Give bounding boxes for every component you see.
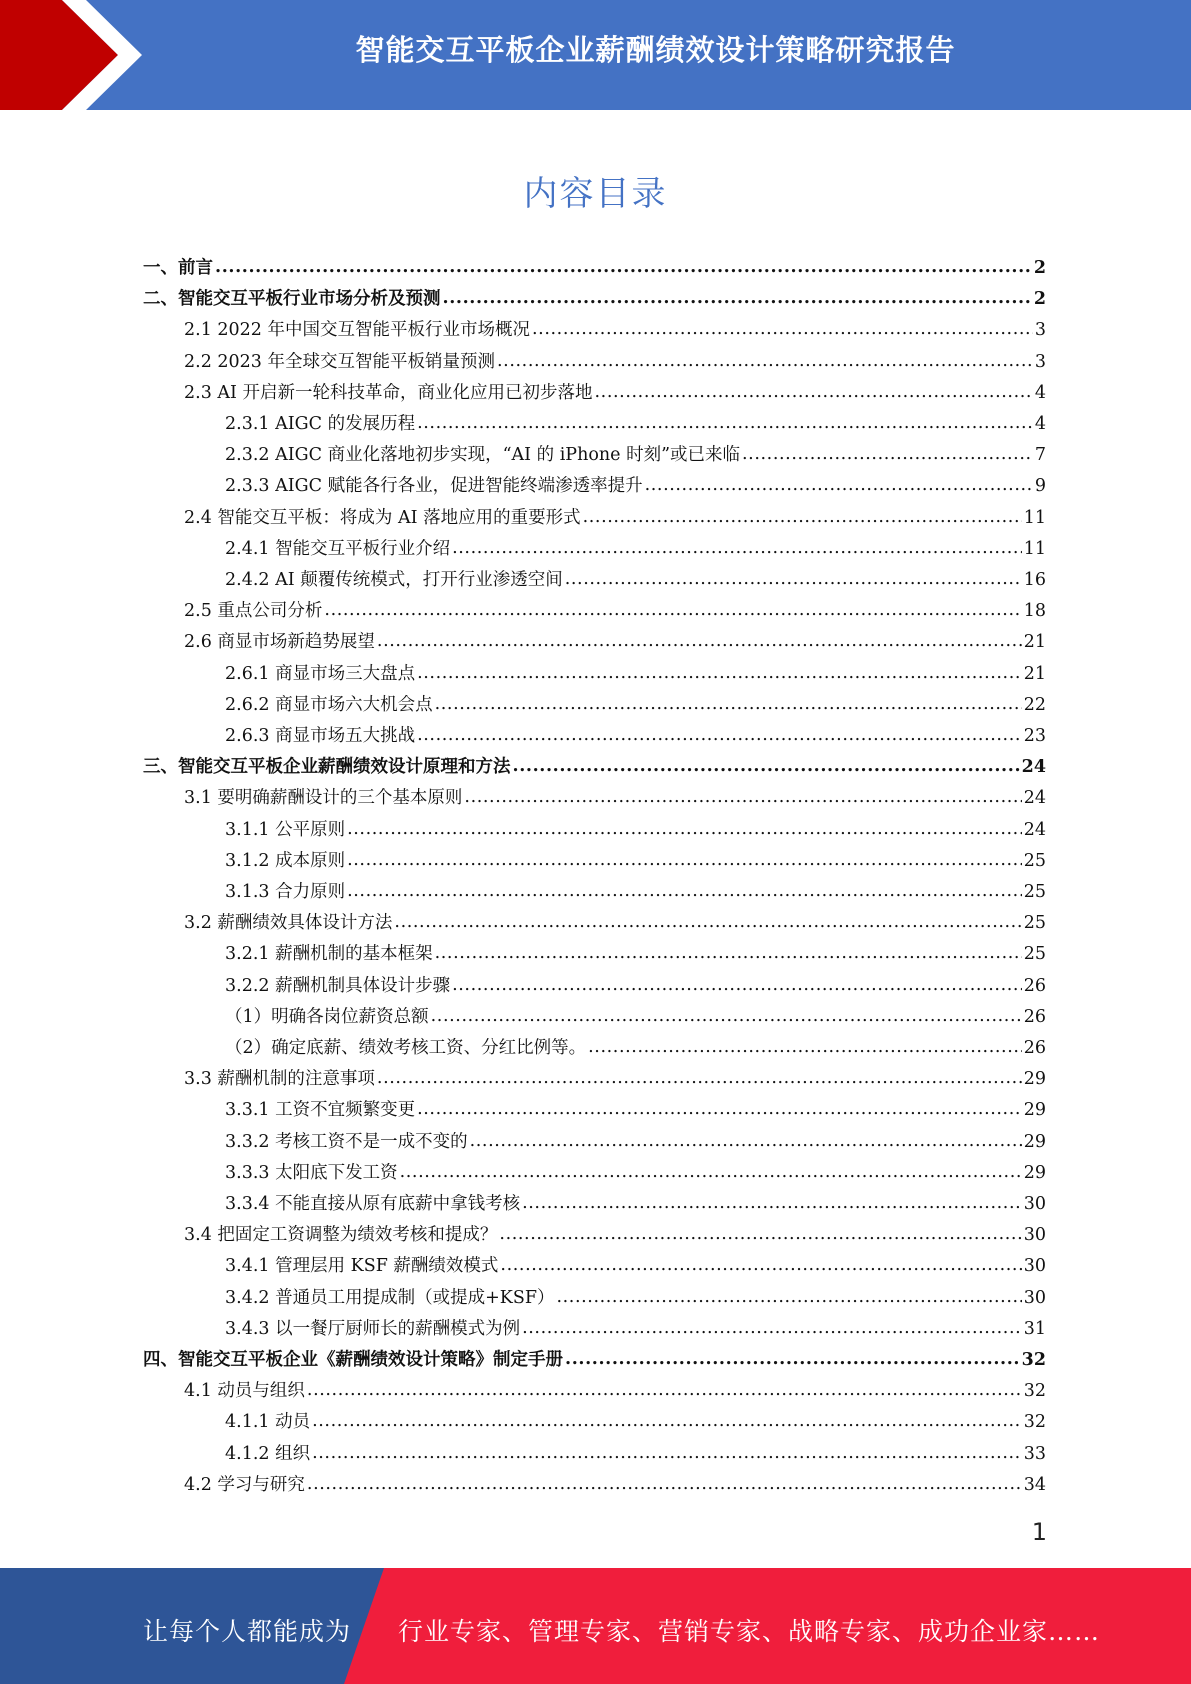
toc-entry[interactable] — [225, 471, 1046, 502]
toc-dot-leader — [497, 346, 1033, 377]
toc-dot-leader — [307, 1375, 1022, 1406]
toc-entry-label: 3.4 把固定工资调整为绩效考核和提成？ — [184, 1225, 498, 1245]
toc-entry[interactable] — [225, 1251, 1046, 1282]
toc-entry-page: 2 — [1033, 258, 1046, 278]
toc-dot-leader — [443, 283, 1032, 314]
toc-dot-leader — [347, 814, 1022, 845]
toc-entry[interactable] — [184, 627, 1046, 658]
toc-entry-page: 21 — [1023, 632, 1046, 652]
toc-entry-label: 4.1.1 动员 — [225, 1412, 311, 1432]
toc-entry[interactable] — [225, 565, 1046, 596]
toc-entry-page: 33 — [1023, 1444, 1046, 1464]
toc-entry[interactable] — [143, 253, 1046, 284]
toc-dot-leader — [307, 1469, 1022, 1500]
toc-entry[interactable] — [225, 1407, 1046, 1438]
toc-entry-label: 3.2 薪酬绩效具体设计方法 — [184, 913, 393, 933]
toc-entry[interactable] — [225, 1158, 1046, 1189]
toc-entry-label: 二、智能交互平板行业市场分析及预测 — [143, 289, 441, 309]
report-title: 智能交互平板企业薪酬绩效设计策略研究报告 — [355, 33, 956, 67]
toc-dot-leader — [565, 1344, 1020, 1375]
toc-dot-leader — [522, 1188, 1022, 1219]
footer-slogan-right: 行业专家、管理专家、营销专家、战略专家、成功企业家…… — [398, 1617, 1101, 1646]
toc-entry-page: 7 — [1034, 445, 1046, 465]
toc-entry-page: 25 — [1023, 913, 1046, 933]
toc-entry-label: 4.1.2 组织 — [225, 1444, 311, 1464]
toc-entry[interactable] — [184, 783, 1046, 814]
toc-entry[interactable] — [225, 1439, 1046, 1470]
page-number: 1 — [1031, 1518, 1047, 1546]
toc-entry-page: 25 — [1023, 851, 1046, 871]
footer-slogan-left: 让每个人都能成为 — [143, 1617, 352, 1646]
toc-entry-label: 3.3.4 不能直接从原有底薪中拿钱考核 — [225, 1194, 521, 1214]
toc-entry-page: 32 — [1023, 1412, 1046, 1432]
toc-dot-leader — [324, 595, 1021, 626]
toc-entry-label: 3.1.1 公平原则 — [225, 820, 346, 840]
toc-entry[interactable] — [225, 1002, 1046, 1033]
header-band — [0, 0, 1191, 110]
toc-entry-page: 4 — [1034, 383, 1046, 403]
toc-entry-page: 22 — [1023, 695, 1046, 715]
toc-entry-label: 3.3.2 考核工资不是一成不变的 — [225, 1132, 468, 1152]
toc-entry-page: 29 — [1023, 1100, 1046, 1120]
toc-dot-leader — [470, 1126, 1022, 1157]
toc-dot-leader — [556, 1282, 1021, 1313]
toc-entry[interactable] — [184, 596, 1046, 627]
toc-entry-label: 3.4.2 普通员工用提成制（或提成+KSF） — [225, 1288, 555, 1308]
toc-entry-label: （2）确定底薪、绩效考核工资、分红比例等。 — [225, 1038, 587, 1058]
toc-entry[interactable] — [184, 1064, 1046, 1095]
toc-dot-leader — [583, 502, 1022, 533]
toc-entry[interactable] — [225, 815, 1046, 846]
toc-entry-label: 2.6.1 商显市场三大盘点 — [225, 664, 416, 684]
toc-entry-label: 2.3.2 AIGC 商业化落地初步实现，“AI 的 iPhone 时刻”或已来临 — [225, 445, 741, 465]
toc-entry-label: 2.3 AI 开启新一轮科技革命，商业化应用已初步落地 — [184, 383, 593, 403]
footer-banner — [0, 1568, 1191, 1684]
toc-entry-page: 30 — [1023, 1225, 1046, 1245]
toc-entry[interactable] — [225, 846, 1046, 877]
toc-dot-leader — [565, 564, 1022, 595]
toc-entry-page: 21 — [1023, 664, 1046, 684]
toc-dot-leader — [595, 377, 1033, 408]
toc-entry-page: 26 — [1023, 1038, 1046, 1058]
toc-dot-leader — [500, 1250, 1021, 1281]
toc-entry-page: 29 — [1023, 1163, 1046, 1183]
toc-entry[interactable] — [184, 347, 1046, 378]
toc-entry[interactable] — [225, 659, 1046, 690]
toc-entry[interactable] — [225, 971, 1046, 1002]
toc-entry-page: 4 — [1034, 414, 1046, 434]
toc-dot-leader — [645, 470, 1033, 501]
toc-entry[interactable] — [184, 315, 1046, 346]
toc-entry-label: 3.3.1 工资不宜频繁变更 — [225, 1100, 416, 1120]
toc-entry[interactable] — [225, 409, 1046, 440]
toc-entry-label: 3.1.3 合力原则 — [225, 882, 346, 902]
toc-entry-page: 24 — [1023, 820, 1046, 840]
toc-dot-leader — [347, 876, 1022, 907]
toc-dot-leader — [464, 782, 1021, 813]
toc-entry[interactable] — [225, 1189, 1046, 1220]
toc-entry-page: 18 — [1023, 601, 1046, 621]
toc-entry-page: 30 — [1023, 1288, 1046, 1308]
toc-dot-leader — [452, 970, 1022, 1001]
toc-entry-page: 11 — [1023, 539, 1046, 559]
toc-dot-leader — [312, 1438, 1022, 1469]
toc-entry-page: 26 — [1023, 1007, 1046, 1027]
toc-entry[interactable] — [184, 908, 1046, 939]
toc-entry-page: 30 — [1023, 1194, 1046, 1214]
toc-entry[interactable] — [225, 440, 1046, 471]
toc-entry[interactable] — [225, 939, 1046, 970]
toc-entry[interactable] — [184, 503, 1046, 534]
toc-entry-page: 29 — [1023, 1132, 1046, 1152]
toc-dot-leader — [377, 1063, 1022, 1094]
toc-entry-page: 25 — [1023, 882, 1046, 902]
toc-dot-leader — [215, 252, 1032, 283]
toc-entry-page: 30 — [1023, 1256, 1046, 1276]
toc-entry[interactable] — [225, 1283, 1046, 1314]
toc-entry-page: 29 — [1023, 1069, 1046, 1089]
toc-entry-label: 2.6 商显市场新趋势展望 — [184, 632, 375, 652]
toc-dot-leader — [742, 439, 1033, 470]
toc-entry-label: 2.5 重点公司分析 — [184, 601, 323, 621]
toc-entry-page: 9 — [1034, 476, 1046, 496]
toc-dot-leader — [400, 1157, 1022, 1188]
toc-entry-label: 2.6.2 商显市场六大机会点 — [225, 695, 433, 715]
toc-entry[interactable] — [143, 752, 1046, 783]
toc-dot-leader — [435, 689, 1022, 720]
toc-entry-label: 3.2.1 薪酬机制的基本框架 — [225, 944, 433, 964]
toc-entry-label: 3.1 要明确薪酬设计的三个基本原则 — [184, 788, 463, 808]
toc-entry-page: 11 — [1023, 508, 1046, 528]
toc-dot-leader — [499, 1219, 1021, 1250]
toc-heading: 内容目录 — [523, 174, 668, 214]
toc-entry[interactable] — [184, 1220, 1046, 1251]
toc-entry[interactable] — [184, 1470, 1046, 1501]
toc-entry-label: 2.4.1 智能交互平板行业介绍 — [225, 539, 451, 559]
toc-dot-leader — [394, 907, 1021, 938]
toc-entry-label: 三、智能交互平板企业薪酬绩效设计原理和方法 — [143, 757, 511, 777]
toc-entry-label: 2.4.2 AI 颠覆传统模式，打开行业渗透空间 — [225, 570, 563, 590]
toc-entry-label: 4.1 动员与组织 — [184, 1381, 305, 1401]
toc-entry[interactable] — [225, 1033, 1046, 1064]
toc-entry-label: 3.3.3 太阳底下发工资 — [225, 1163, 398, 1183]
toc-entry-page: 26 — [1023, 976, 1046, 996]
toc-entry[interactable] — [143, 284, 1046, 315]
toc-entry-page: 32 — [1023, 1381, 1046, 1401]
toc-entry-label: 3.4.1 管理层用 KSF 薪酬绩效模式 — [225, 1256, 499, 1276]
toc-entry-page: 31 — [1023, 1319, 1046, 1339]
toc-entry-page: 3 — [1034, 320, 1046, 340]
toc-dot-leader — [417, 408, 1033, 439]
toc-entry-page: 25 — [1023, 944, 1046, 964]
toc-dot-leader — [417, 658, 1022, 689]
toc-entry-label: 一、前言 — [143, 258, 213, 278]
toc-entry-label: 3.3 薪酬机制的注意事项 — [184, 1069, 375, 1089]
toc-entry-label: 2.3.1 AIGC 的发展历程 — [225, 414, 416, 434]
toc-dot-leader — [377, 626, 1022, 657]
toc-entry[interactable] — [225, 1095, 1046, 1126]
toc-entry-label: 3.2.2 薪酬机制具体设计步骤 — [225, 976, 451, 996]
toc-dot-leader — [522, 1313, 1022, 1344]
toc-entry[interactable] — [225, 1127, 1046, 1158]
toc-dot-leader — [417, 1094, 1022, 1125]
toc-dot-leader — [431, 1001, 1022, 1032]
toc-entry-label: 2.6.3 商显市场五大挑战 — [225, 726, 416, 746]
toc-dot-leader — [435, 938, 1022, 969]
toc-entry-page: 24 — [1021, 757, 1046, 777]
toc-entry-page: 24 — [1023, 788, 1046, 808]
toc-entry-label: （1）明确各岗位薪资总额 — [225, 1007, 429, 1027]
toc-entry-label: 2.4 智能交互平板：将成为 AI 落地应用的重要形式 — [184, 508, 581, 528]
toc-dot-leader — [312, 1406, 1022, 1437]
toc-entry[interactable] — [184, 1376, 1046, 1407]
toc-dot-leader — [417, 720, 1022, 751]
toc-entry[interactable] — [184, 378, 1046, 409]
toc-dot-leader — [452, 533, 1022, 564]
toc-entry-page: 2 — [1033, 289, 1046, 309]
toc-entry-label: 4.2 学习与研究 — [184, 1475, 305, 1495]
toc-entry-page: 34 — [1023, 1475, 1046, 1495]
toc-entry-page: 3 — [1034, 352, 1046, 372]
toc-dot-leader — [513, 751, 1020, 782]
toc-entry[interactable] — [225, 690, 1046, 721]
toc-entry-label: 四、智能交互平板企业《薪酬绩效设计策略》制定手册 — [143, 1350, 563, 1370]
toc-entry-label: 2.3.3 AIGC 赋能各行各业，促进智能终端渗透率提升 — [225, 476, 643, 496]
toc-entry-label: 2.1 2022 年中国交互智能平板行业市场概况 — [184, 320, 530, 340]
toc-entry[interactable] — [225, 534, 1046, 565]
toc-entry-page: 32 — [1021, 1350, 1046, 1370]
toc-entry-label: 3.4.3 以一餐厅厨师长的薪酬模式为例 — [225, 1319, 521, 1339]
toc-entry-label: 2.2 2023 年全球交互智能平板销量预测 — [184, 352, 495, 372]
toc-entry[interactable] — [225, 1314, 1046, 1345]
toc-entry[interactable] — [225, 877, 1046, 908]
toc-entry-label: 3.1.2 成本原则 — [225, 851, 346, 871]
toc-dot-leader — [347, 845, 1022, 876]
toc-entry-page: 16 — [1023, 570, 1046, 590]
toc-entry[interactable] — [225, 721, 1046, 752]
toc-entry-page: 23 — [1023, 726, 1046, 746]
toc-entry[interactable] — [143, 1345, 1046, 1376]
toc-dot-leader — [588, 1032, 1022, 1063]
toc-dot-leader — [532, 314, 1033, 345]
